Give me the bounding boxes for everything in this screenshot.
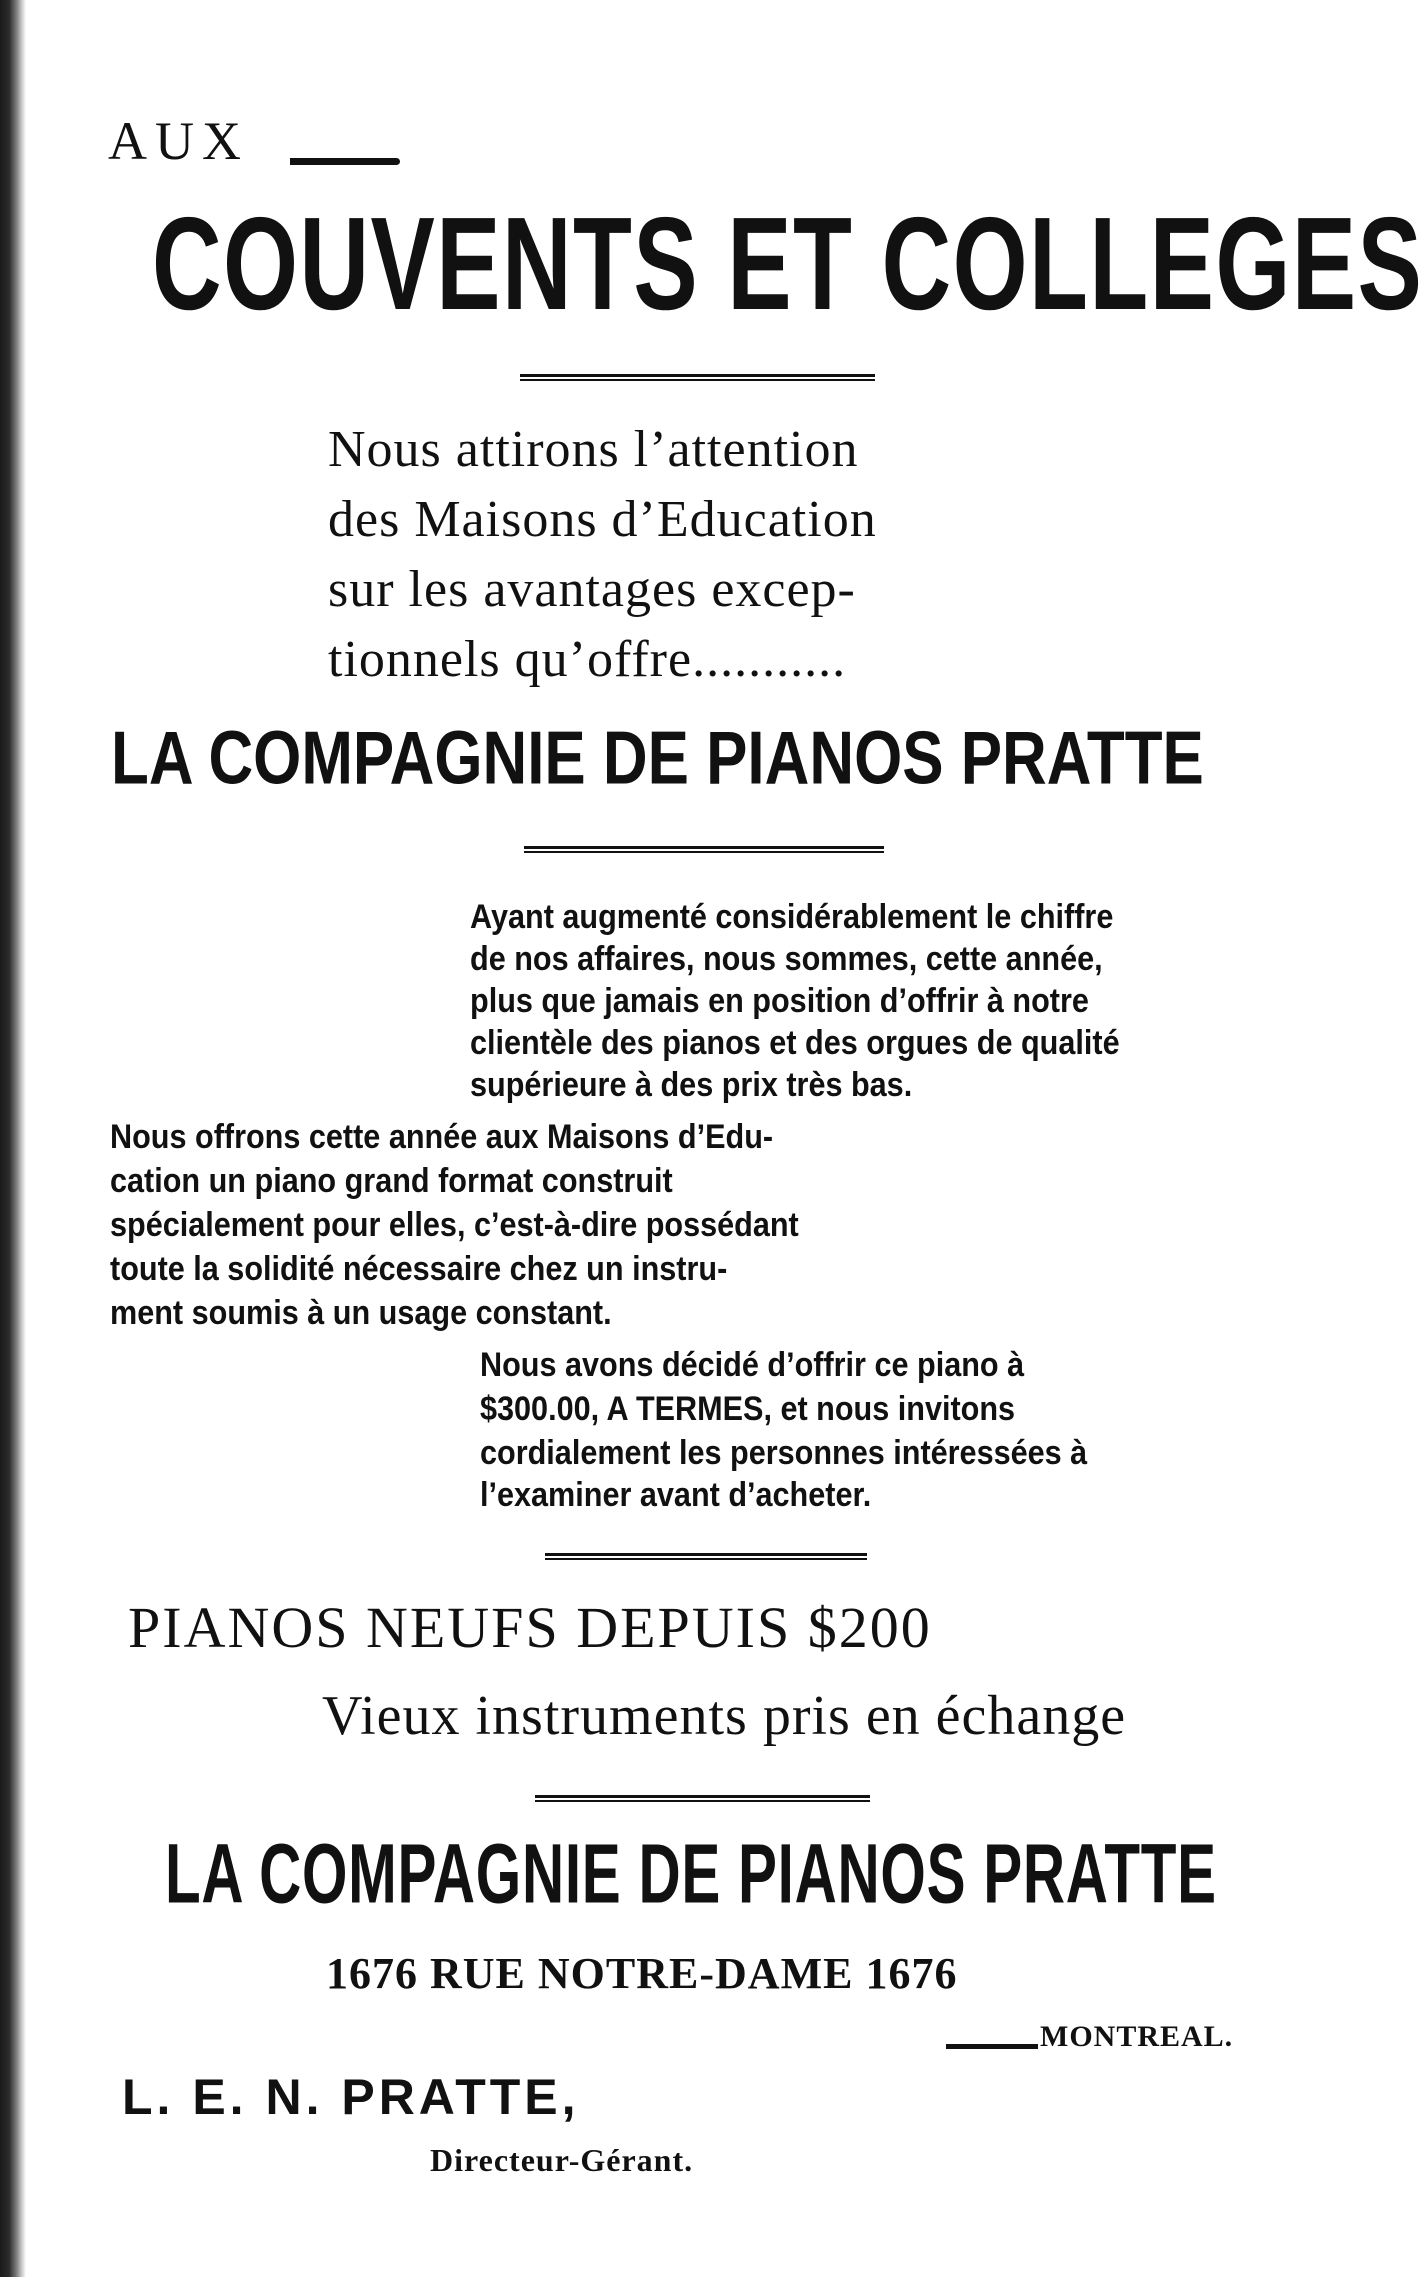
director-title: Directeur-Gérant. bbox=[430, 2142, 694, 2178]
footer-company: LA COMPAGNIE DE PIANOS PRATTE bbox=[165, 1827, 1217, 1921]
paragraph3-line: Nous avons décidé d’offrir ce piano à bbox=[480, 1346, 1025, 1384]
paragraph2-line: cation un piano grand format construit bbox=[110, 1162, 673, 1200]
company-heading: LA COMPAGNIE DE PIANOS PRATTE bbox=[111, 716, 1204, 801]
divider-rule bbox=[524, 846, 884, 853]
paragraph2-line: spécialement pour elles, c’est-à-dire possédant bbox=[110, 1206, 799, 1244]
paragraph1-line: supérieure à des prix très bas. bbox=[470, 1066, 913, 1104]
intro-line: des Maisons d’Education bbox=[328, 491, 877, 548]
footer-address: 1676 RUE NOTRE-DAME 1676 bbox=[326, 1949, 958, 1998]
pianos-offer: PIANOS NEUFS DEPUIS $200 bbox=[128, 1595, 932, 1660]
divider-rule bbox=[535, 1795, 870, 1802]
intro-line: sur les avantages excep- bbox=[328, 561, 856, 618]
paragraph3-line: cordialement les personnes intéressées à bbox=[480, 1434, 1088, 1472]
divider-rule bbox=[545, 1553, 867, 1560]
divider-rule bbox=[520, 374, 875, 381]
paragraph1-line: clientèle des pianos et des orgues de qualité bbox=[470, 1024, 1120, 1062]
intro-line: tionnels qu’offre........... bbox=[328, 631, 847, 688]
aux-label: AUX bbox=[108, 111, 249, 171]
paragraph1-line: de nos affaires, nous sommes, cette année, bbox=[470, 940, 1103, 978]
paragraph2-line: Nous offrons cette année aux Maisons d’Edu- bbox=[110, 1118, 774, 1156]
exchange-offer: Vieux instruments pris en échange bbox=[322, 1685, 1127, 1747]
paragraph3-line: $300.00, A TERMES, et nous invitons bbox=[480, 1390, 1016, 1428]
main-headline: COUVENTS ET COLLEGES bbox=[152, 190, 1424, 337]
scan-spine-edge bbox=[0, 0, 26, 2277]
paragraph3-line: l’examiner avant d’acheter. bbox=[480, 1476, 872, 1514]
intro-line: Nous attirons l’attention bbox=[328, 421, 859, 478]
paragraph2-line: ment soumis à un usage constant. bbox=[110, 1294, 612, 1332]
paragraph2-line: toute la solidité nécessaire chez un instru- bbox=[110, 1250, 728, 1288]
paragraph1-line: plus que jamais en position d’offrir à notre bbox=[470, 982, 1089, 1020]
paragraph1-line: Ayant augmenté considérablement le chiffre bbox=[470, 898, 1114, 936]
aux-dash bbox=[290, 158, 400, 165]
city-dash bbox=[946, 2044, 1038, 2049]
director-name: L. E. N. PRATTE, bbox=[122, 2069, 580, 2125]
footer-city: MONTREAL. bbox=[1040, 2020, 1234, 2053]
